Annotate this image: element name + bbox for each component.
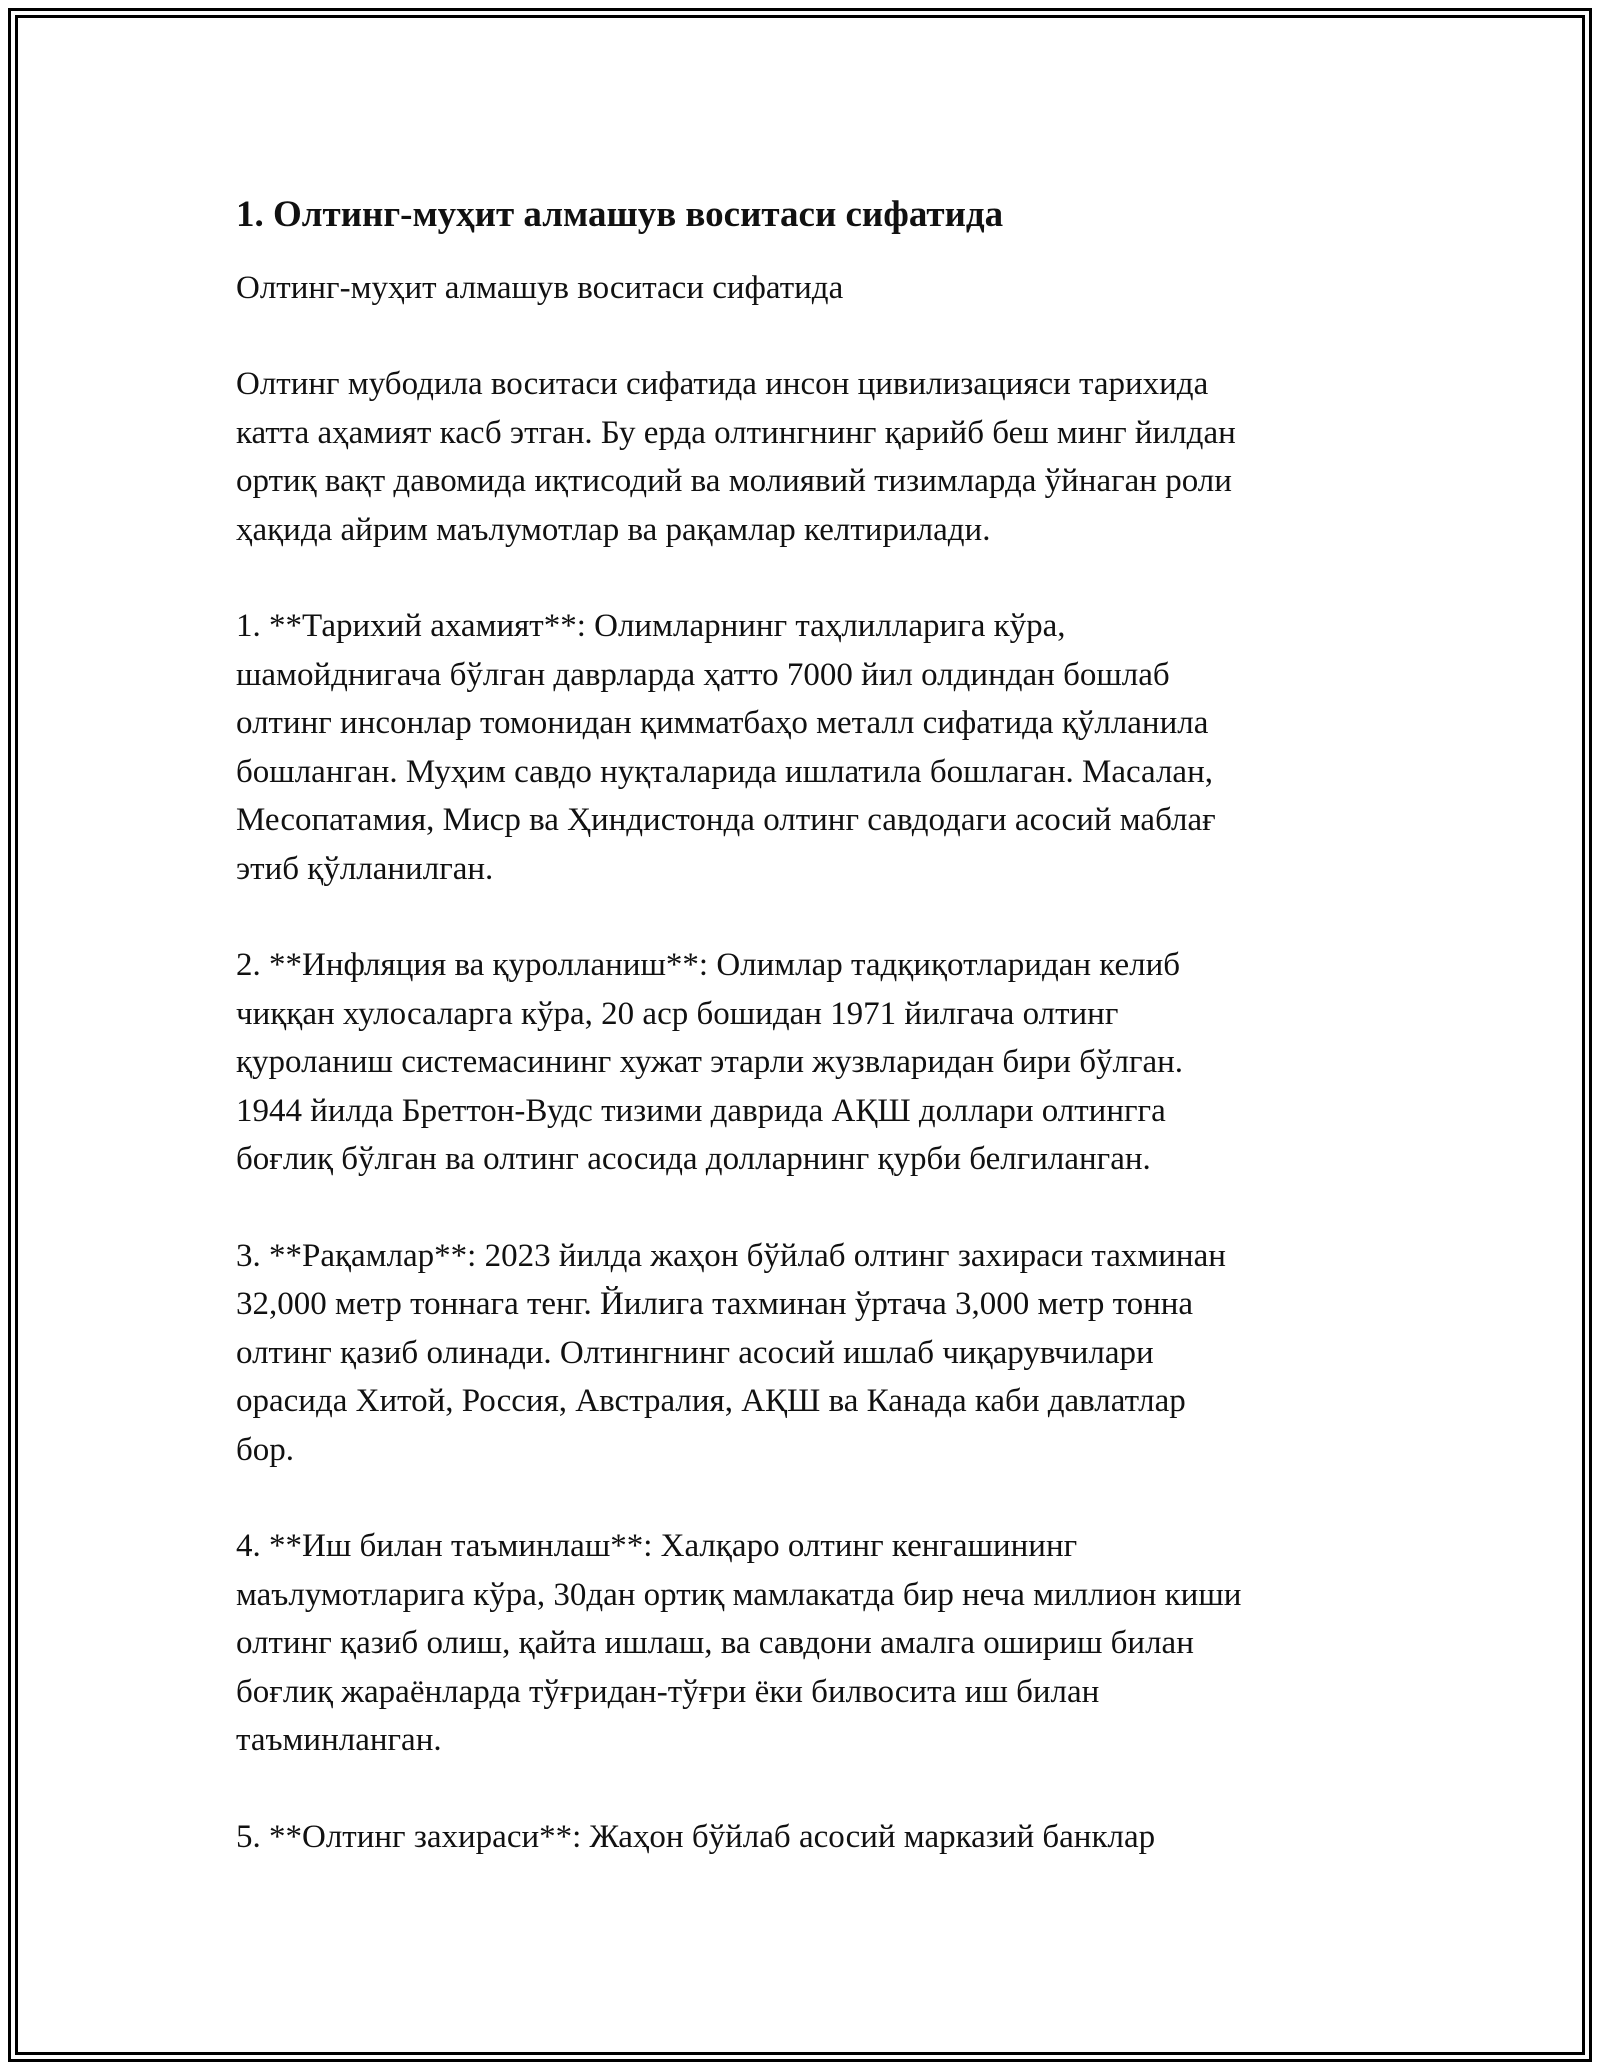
text-line: қуроланиш системасининг хужат этарли жузвларидан бири бўлган. <box>236 1044 1184 1080</box>
text-line: олтинг қазиб олинади. Олтингнинг асосий ишлаб чиқарувчилари <box>236 1334 1154 1371</box>
paragraph-gold-reserves <box>236 1813 1396 1862</box>
text-line: олтинг қазиб олиш, қайта ишлаш, ва савдони амалга ошириш билан <box>236 1625 1194 1661</box>
text-line: орасида Хитой, Россия, Австралия, АҚШ ва Канада каби давлатлар <box>236 1383 1186 1419</box>
text-line: маълумотларига кўра, 30дан ортиқ мамлакатда бир неча миллион киши <box>236 1576 1242 1613</box>
text-line: катта аҳамият касб этган. Бу ерда олтингнинг қарийб беш минг йилдан <box>236 414 1236 451</box>
document-title: 1. Олтинг-муҳит алмашув воситаси сифатида <box>236 194 1004 235</box>
paragraph-inflation <box>236 941 1396 1184</box>
text-line: Олтинг мубодила воситаси сифатида инсон цивилизацияси тарихида <box>236 366 1209 402</box>
text-line: 1944 йилда Бреттон-Вудс тизими даврида АҚШ доллари олтингга <box>236 1092 1166 1129</box>
text-line: ҳақида айрим маълумотлар ва рақамлар келтирилади. <box>236 511 991 548</box>
text-line: чиққан хулосаларга кўра, 20 аср бошидан 1971 йилгача олтинг <box>236 995 1119 1032</box>
text-line: боғлиқ бўлган ва олтинг асосида долларнинг қурби белгиланган. <box>236 1141 1151 1177</box>
text-line: 2. **Инфляция ва қуролланиш**: Олимлар тадқиқотларидан келиб <box>236 947 1181 983</box>
text-line: бор. <box>236 1431 295 1468</box>
text-line: бошланган. Муҳим савдо нуқталарида ишлатила бошлаган. Масалан, <box>236 753 1213 790</box>
text-line: 5. **Олтинг захираси**: Жаҳон бўйлаб асосий марказий банклар <box>236 1818 1156 1855</box>
text-line: олтинг инсонлар томонидан қимматбаҳо металл сифатида қўлланила <box>236 705 1209 741</box>
text-line: этиб қўлланилган. <box>236 850 494 887</box>
text-line: 32,000 метр тоннага тенг. Йилига тахминан ўртача 3,000 метр тонна <box>236 1286 1194 1322</box>
text-line: ортиқ вақт давомида иқтисодий ва молиявий тизимларда ўйнаган роли <box>236 463 1232 499</box>
document-page <box>236 186 1396 1861</box>
text-line: боғлиқ жараёнларда тўғридан-тўғри ёки билвосита иш билан <box>236 1673 1100 1710</box>
paragraph-intro <box>236 360 1396 554</box>
text-line: 4. **Иш билан таъминлаш**: Халқаро олтинг кенгашининг <box>236 1528 1078 1564</box>
text-line: 1. **Тарихий ахамият**: Олимларнинг таҳлилларига кўра, <box>236 608 1066 644</box>
text-line: шамойднигача бўлган даврларда ҳатто 7000 йил олдиндан бошлаб <box>236 656 1170 693</box>
text-line: 3. **Рақамлар**: 2023 йилда жаҳон бўйлаб олтинг захираси тахминан <box>236 1237 1226 1274</box>
paragraph-historical-importance <box>236 602 1396 893</box>
text-line: Месопатамия, Миср ва Ҳиндистонда олтинг савдодаги асосий маблағ <box>236 802 1216 838</box>
text-line: таъминланган. <box>236 1722 442 1758</box>
paragraph-employment <box>236 1522 1396 1765</box>
paragraph-figures <box>236 1232 1396 1475</box>
document-subtitle: Олтинг-муҳит алмашув воситаси сифатида <box>236 270 844 306</box>
